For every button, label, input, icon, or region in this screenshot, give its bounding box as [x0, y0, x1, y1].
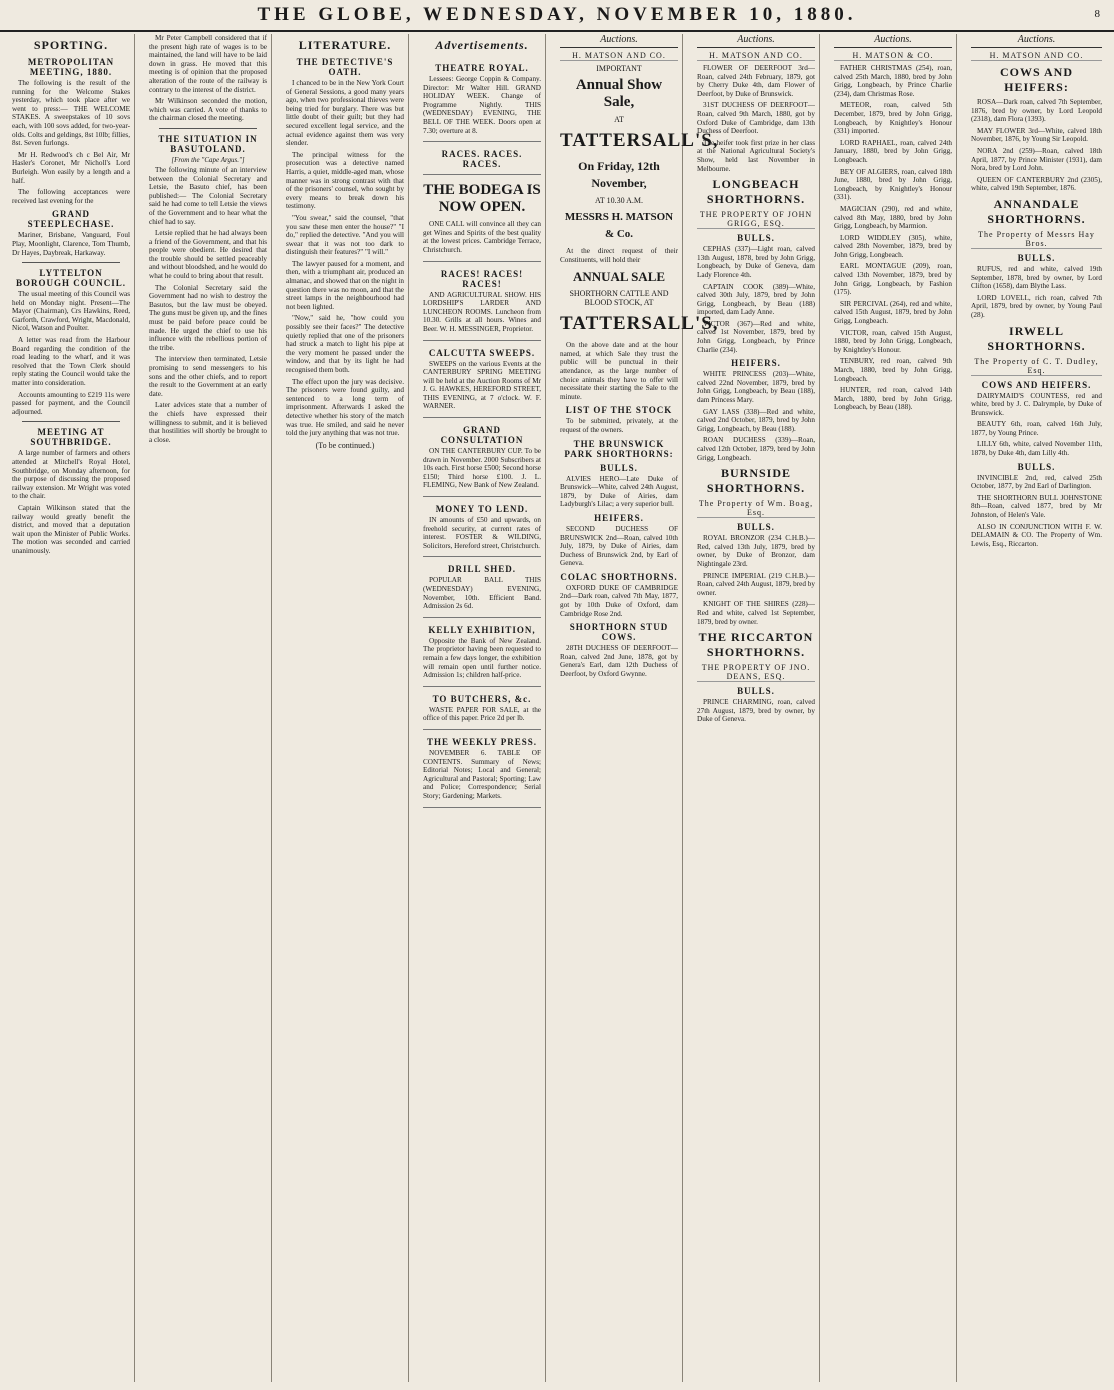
annandale-heading: ANNANDALE SHORTHORNS.: [987, 196, 1086, 226]
article-paragraph: The effect upon the jury was decisive. The prisoners were found guilty, and sentenced to a long term of imprisonment. Afterwards I asked the detective whether his story of the match was true. He smiled, and said he never told the jury anything that was not true.: [286, 377, 404, 438]
ad-grand-consultation: [423, 418, 541, 497]
heifers-heading: HEIFERS.: [594, 512, 644, 523]
lot-entry: BEAUTY 6th, roan, calved 16th July, 1877, by Young Prince.: [971, 420, 1102, 437]
divider: [159, 128, 257, 129]
lot-entry: FATHER CHRISTMAS (254), roan, calved 25th March, 1880, bred by John Grigg, Longbeach, by Prince Charlie (234), dam Christmas Rose.: [834, 64, 952, 98]
ad-races: [423, 142, 541, 175]
lot-entry: PRINCE IMPERIAL (219 C.H.B.)—Roan, calved 24th August, 1879, bred by owner.: [697, 571, 815, 597]
burnside-heading: BURNSIDE SHORTHORNS.: [706, 466, 806, 496]
article-paragraph: A large number of farmers and others attended at Mitchell's Royal Hotel, Southbridge, on Monday afternoon, for the purpose of discussing the proposed railway extension. Mr Wright was voted to the chair.: [12, 449, 130, 501]
divider: [22, 262, 120, 263]
column-header: Auctions.: [971, 34, 1102, 48]
metropolitan-meeting-heading: METROPOLITAN MEETING, 1880.: [27, 57, 115, 77]
lot-entry: TENBURY, red roan, calved 9th March, 1880, bred by John Grigg, Longbeach.: [834, 357, 952, 383]
column-header: Auctions.: [560, 34, 678, 48]
article-paragraph: Later advices state that a number of the chiefs have expressed their willingness to submit, and it is believed that hostilities will shortly be brought to a close.: [149, 401, 267, 444]
ad-title: MONEY TO LEND.: [435, 504, 529, 515]
lot-entry: MAY FLOWER 3rd—White, calved 18th November, 1876, by Young Sir Leopold.: [971, 126, 1102, 144]
ad-theatre-royal: [423, 56, 541, 142]
lot-entry: LILLY 6th, white, calved November 11th, 1878, by Duke 4th, dam Lilly 4th.: [971, 440, 1102, 458]
auctioneer-name: H. MATSON & CO.: [834, 51, 952, 61]
lot-entry: SECOND DUCHESS OF BRUNSWICK 2nd—Roan, calved 10th July, 1879, by Duke of Airies, dam Duchess of Brunswick 2nd, by Earl of Geneva.: [560, 524, 678, 568]
lot-entry: ALVIES HERO—Late Duke of Brunswick—White, calved 24th August, 1879, by Duke of Airies, dam Ladyburgh's Lilac; a very superior bull.: [560, 474, 678, 509]
lot-entry: METEOR, roan, calved 5th December, 1879, bred by John Grigg, Longbeach, by Knightley's Honour (331) imported.: [834, 101, 952, 136]
article-paragraph: The following minute of an interview between the Colonial Secretary and Letsie, the Basuto chief, has been published:— The Colonial Secretary said he had come to tell Letsie the views of the Government and to hear what the chief had to say.: [149, 165, 267, 226]
section-literature-heading: LITERATURE.: [298, 38, 392, 52]
owner-line: The Property of C. T. Dudley, Esq.: [971, 357, 1102, 376]
ad-title: TO BUTCHERS, &c.: [432, 693, 532, 704]
ad-title: RACES! RACES! RACES!: [440, 268, 524, 289]
cows-heifers-subheading: COWS AND HEIFERS.: [981, 379, 1092, 390]
ad-text: IN amounts of £50 and upwards, on freehold security, at current rates of interest. FOSTER & WILDING, Solicitors, Hereford street, Christchurch.: [423, 516, 541, 550]
bulls-heading: BULLS.: [737, 233, 775, 244]
ad-title: THEATRE ROYAL.: [435, 63, 529, 73]
ad-calcutta-sweeps: [423, 341, 541, 419]
auctioneer-name: H. MATSON AND CO.: [560, 51, 678, 61]
to-be-continued: (To be continued.): [315, 440, 375, 450]
basutoland-heading: THE SITUATION IN BASUTOLAND.: [158, 133, 258, 154]
lot-entry: CAPTAIN COOK (389)—White, calved 30th July, 1879, bred by John Grigg, Longbeach, by Beau (188) imported, dam Lady Anne.: [697, 282, 815, 317]
ad-title: RACES. RACES. RACES.: [441, 149, 523, 170]
lot-entry: ALSO IN CONJUNCTION WITH F. W. DELAMAIN & CO. The Property of Wm. Lewis, Esq., Riccarton.: [971, 522, 1102, 548]
ad-line: SHORTHORN CATTLE AND BLOOD STOCK, AT: [569, 289, 669, 308]
ad-text: Opposite the Bank of New Zealand. The proprietor having been requested to remain a few days longer, the exhibition will remain open until further notice. Admission 1s; children half-price.: [423, 636, 541, 680]
lot-entry: LORD LOVELL, rich roan, calved 7th April, 1879, bred by owner, by Young Paul (28).: [971, 293, 1102, 319]
ad-bodega: [423, 175, 541, 261]
ad-title: DRILL SHED.: [447, 564, 517, 575]
ad-text: At the direct request of their Constituents, will hold their: [560, 247, 678, 264]
lot-entry: HUNTER, red roan, calved 14th March, 1880, bred by John Grigg, Longbeach, by Beau (188).: [834, 386, 952, 412]
lot-entry: BEY OF ALGIERS, roan, calved 18th June, 1880, bred by John Grigg, Longbeach, by Knightley's Honour (331).: [834, 167, 952, 202]
irwell-heading: IRWELL SHORTHORNS.: [987, 323, 1086, 353]
lot-entry: LORD RAPHAEL, roan, calved 24th January, 1880, bred by John Grigg, Longbeach.: [834, 138, 952, 164]
ad-weekly-press: [423, 730, 541, 808]
ad-lordships-larder: [423, 262, 541, 341]
article-paragraph: The lawyer paused for a moment, and then, with a triumphant air, produced an almanac, and showed that on the night in question there was no moon, and that the street lamps in the neighbourhood had not been lighted.: [286, 259, 404, 311]
lot-entry: FLOWER OF DEERFOOT 3rd—Roan, calved 24th February, 1879, got by Cherry Duke 4th, dam Flower of Deerfoot, by Duke of Brunswick.: [697, 64, 815, 98]
ad-text: NOVEMBER 6. TABLE OF CONTENTS. Summary of News; Editorial Notes; Local and General; Agricultural and Pastoral; Sporting; Law and Police; Correspondence; Serial Story; Gardening; Markets.: [423, 748, 541, 800]
ad-title: THE BODEGA IS NOW OPEN.: [423, 182, 541, 216]
ad-text: On the above date and at the hour named, at which Sale they trust the public will be punctual in their attendance, as the large number of choice animals they have to offer will necessitate their starting the Sale to the minute.: [560, 341, 678, 401]
sale-time: AT 10.30 A.M.: [594, 196, 644, 205]
longbeach-heading: LONGBEACH SHORTHORNS.: [706, 177, 806, 207]
ad-text: AND AGRICULTURAL SHOW. HIS LORDSHIP'S LARDER AND LUNCHEON ROOMS. Luncheon from 10.30. Grills at all hours. Wines and Beer. W. H. MESSINGER, Proprietor.: [423, 290, 541, 333]
page-number: 8: [1094, 8, 1100, 20]
article-paragraph: The principal witness for the prosecution was a detective named Harris, a quiet, middle-aged man, whose manner was in strong contrast with that of the prisoners' counsel, who sought by every means to break down his testimony.: [286, 150, 404, 211]
steeplechase-heading: GRAND STEEPLECHASE.: [27, 209, 115, 230]
ad-text: ONE CALL will convince all they can get Wines and Spirits of the best quality at the lowest prices. Cambridge Terrace, Christchurch.: [423, 220, 541, 254]
ad-text: SWEEPS on the various Events at the CANTERBURY SPRING MEETING will be held at the Auction Rooms of Mr J. G. HAWKES, HEREFORD STREET, THIS EVENING, at 7 o'clock. W. F. WARNER.: [423, 359, 541, 411]
column-header: Auctions.: [834, 34, 952, 48]
lot-entry: CEPHAS (337)—Light roan, calved 13th August, 1878, bred by John Grigg, Longbeach, by Duke of Geneva, dam Lady Florence 4th.: [697, 245, 815, 279]
colac-heading: COLAC SHORTHORNS.: [560, 571, 678, 582]
column-sporting: [8, 34, 135, 1382]
owner-line: The Property of Messrs Hay Bros.: [971, 230, 1102, 249]
column-news: [145, 34, 272, 1382]
article-paragraph: Mr H. Redwood's ch c Bel Air, Mr Hasler's Coronet, Mr Nicholl's Lord Burleigh. Won easily by a length and a half.: [12, 150, 130, 185]
lot-entry: ROYAL BRONZOR (234 C.H.B.)—Red, calved 13th July, 1879, bred by owner, by Duke of Bronzor, dam Nightingale 23rd.: [697, 534, 815, 568]
article-paragraph: The usual meeting of this Council was held on Monday night. Present—The Mayor (Chairman), Crs Hawkins, Reed, Garforth, Crawford, Wright, Macdonald, Nicol, Watson and Poulter.: [12, 290, 130, 333]
cows-heifers-heading: COWS AND HEIFERS:: [999, 65, 1073, 94]
article-paragraph: I chanced to be in the New York Court of General Sessions, a good many years ago, when two professional thieves were being tried for burglary. There was but little doubt of their guilt; but they had secured excellent legal service, and the actual evidence against them was very slender.: [286, 79, 404, 148]
annual-sale-title: ANNUAL SALE: [572, 269, 666, 285]
ad-drill-shed: [423, 557, 541, 617]
lot-entry: WHITE PRINCESS (203)—White, calved 22nd November, 1879, bred by John Grigg, Longbeach, by Beau (188), dam Princess Mary.: [697, 370, 815, 405]
bulls-heading: BULLS.: [600, 462, 638, 473]
bulls-heading: BULLS.: [1017, 461, 1056, 472]
column-advertisements: [419, 34, 546, 1382]
tattersalls-title: TATTERSALL'S,: [560, 130, 719, 151]
article-paragraph: "You swear," said the counsel, "that you saw these men enter the house?" "I do," replied the detective. "And you will swear that it was not too dark to distinguish their features?" "I will.": [286, 213, 404, 257]
tattersalls-title-2: TATTERSALL'S,: [560, 313, 719, 335]
source-note: [From the "Cape Argus."]: [171, 155, 245, 164]
lot-entry: VICTOR (367)—Red and white, calved 1st November, 1879, bred by John Grigg, Longbeach, by Prince Charlie (234).: [697, 319, 815, 354]
riccarton-heading: THE RICCARTON SHORTHORNS.: [698, 630, 814, 660]
ad-text: WASTE PAPER FOR SALE, at the office of this paper. Price 2d per lb.: [423, 705, 541, 723]
lot-entry: INVINCIBLE 2nd, red, calved 25th October, 1877, by 2nd Earl of Darlington.: [971, 473, 1102, 491]
article-paragraph: Accounts amounting to £219 11s were passed for payment, and the Council adjourned.: [12, 390, 130, 416]
lot-entry: RUFUS, red and white, calved 19th September, 1878, bred by owner, by Lord Clifton (1658), dam Blythe Lass.: [971, 264, 1102, 291]
article-paragraph: A letter was read from the Harbour Board regarding the condition of the road leading to the wharf, and it was resolved that the Town Clerk should reply stating the Council would take the matter into consideration.: [12, 336, 130, 388]
lot-entry: OXFORD DUKE OF CAMBRIDGE 2nd—Dark roan, calved 7th May, 1877, got by 10th Duke of Oxford, dam Cambridge Rose 2nd.: [560, 583, 678, 618]
lot-entry: The heifer took first prize in her class at the National Agricultural Society's Show, held last November in Melbourne.: [697, 138, 815, 173]
ad-text: POPULAR BALL THIS (WEDNESDAY) EVENING, November, 10th. Efficient Band. Admission 2s 6d.: [423, 576, 541, 611]
column-literature: [282, 34, 409, 1382]
auctioneer-line: MESSRS H. MATSON & Co.: [564, 211, 674, 240]
southbridge-meeting-heading: MEETING AT SOUTHBRIDGE.: [30, 427, 112, 448]
column-auctions-1: [556, 34, 719, 1382]
lot-entry: 28TH DUCHESS OF DEERFOOT—Roan, calved 2nd June, 1878, got by Genera's Earl, dam 12th Duchess of Deerfoot, by Oxford Gwynne.: [560, 644, 678, 679]
bulls-heading: BULLS.: [737, 522, 775, 533]
article-paragraph: The interview then terminated, Letsie promising to send messengers to his sons and the other chiefs, and to report the result to the Government at an early date.: [149, 355, 267, 398]
ad-text: To be submitted, privately, at the request of the owners.: [560, 417, 678, 434]
column-auctions-3: [830, 34, 957, 1382]
lot-entry: PRINCE CHARMING, roan, calved 27th August, 1879, bred by owner, by Duke of Geneva.: [697, 698, 815, 724]
ad-kelly-exhibition: [423, 618, 541, 687]
lot-entry: THE SHORTHORN BULL JOHNSTONE 8th—Roan, calved 1877, bred by Mr Johnston, of Helen's Vale.: [971, 493, 1102, 520]
article-paragraph: "Now," said he, "how could you possibly see their faces?" The detective quietly replied that one of the prisoners had struck a match to light his pipe at the very moment he passed under the window, and that by its light he had recognised them both.: [286, 314, 404, 374]
ad-title: GRAND CONSULTATION: [440, 425, 524, 446]
masthead: [0, 0, 1114, 32]
newspaper-title: THE GLOBE, WEDNESDAY, NOVEMBER 10, 1880.: [257, 4, 857, 25]
ad-line: IMPORTANT: [596, 64, 642, 73]
ad-text: Lessees: George Coppin & Company. Director: Mr Walter Hill. GRAND HOLIDAY WEEK. Change of Programme Nightly. THIS (WEDNESDAY) EVENING, THE BELL OF THE WEEK. Doors open at 7.30; overture at 8.: [423, 75, 541, 135]
owner-line: THE PROPERTY OF JOHN GRIGG, ESQ.: [697, 210, 815, 229]
ad-title: CALCUTTA SWEEPS.: [428, 347, 536, 358]
lot-entry: GAY LASS (338)—Red and white, calved 2nd October, 1879, bred by John Grigg, Longbeach, by Beau (188).: [697, 407, 815, 433]
lot-entry: NORA 2nd (259)—Roan, calved 18th April, 1877, by Prince Minister (1931), dam Nora, bred by Lord John.: [971, 146, 1102, 173]
lot-entry: EARL MONTAGUE (209), roan, calved 13th November, 1879, bred by John Grigg, Longbeach, by Fashion (175).: [834, 262, 952, 297]
ad-line: AT: [614, 115, 624, 124]
heifers-heading: HEIFERS.: [731, 358, 781, 369]
article-paragraph: Letsie replied that he had always been a friend of the Government, and that his people were obedient. He desired that the trouble should be settled peaceably and without bloodshed, and he would do what he could to bring about that result.: [149, 229, 267, 281]
article-paragraph: Captain Wilkinson stated that the railway would greatly benefit the district, and moved that a deputation wait upon the Minister of Public Works. The motion was seconded and carried unanimously.: [12, 503, 130, 555]
ad-money-to-lend: [423, 497, 541, 557]
column-header: Auctions.: [697, 34, 815, 48]
auctioneer-name: H. MATSON AND CO.: [697, 51, 815, 61]
section-sporting-heading: SPORTING.: [33, 38, 109, 52]
brunswick-park-heading: THE BRUNSWICK PARK SHORTHORNS:: [564, 438, 674, 459]
lot-entry: ROSA—Dark roan, calved 7th September, 1876, bred by owner, by Lord Leopold (2318), dam Flora (1393).: [971, 98, 1102, 124]
detectives-oath-heading: THE DETECTIVE'S OATH.: [296, 57, 394, 77]
ad-title: KELLY EXHIBITION,: [428, 624, 536, 635]
bulls-heading: BULLS.: [737, 686, 775, 697]
divider: [22, 421, 120, 422]
stud-cows-heading: SHORTHORN STUD COWS.: [569, 622, 669, 643]
annual-show-sale-title: Annual Show Sale,: [575, 77, 663, 110]
sale-date: On Friday, 12th November,: [578, 159, 660, 190]
lot-entry: QUEEN OF CANTERBURY 2nd (2305), white, calved 19th September, 1876.: [971, 175, 1102, 193]
article-paragraph: Mariner, Brisbane, Vanguard, Foul Play, Moonlight, Clarence, Tom Thumb, Dr Hayes, Daybreak, Harkaway.: [12, 231, 130, 257]
article-paragraph: The Colonial Secretary said the Government had no wish to destroy the Basutos, but the law must be obeyed. The guns must be given up, and the fines must be paid before peace could be made. He urged the chief to use his influence with the rebellious portion of the tribe.: [149, 283, 267, 352]
lot-entry: 31ST DUCHESS OF DEERFOOT—Roan, calved 9th March, 1880, got by Oxford Duke of Cambridge, dam 13th Duchess of Deerfoot.: [697, 101, 815, 136]
lot-entry: MAGICIAN (290), red and white, calved 8th May, 1880, bred by John Grigg, Longbeach, by Marmion.: [834, 204, 952, 231]
article-paragraph: The following is the result of the running for the Welcome Stakes yesterday, which took place after we went to press:— THE WELCOME STAKES. A sweepstakes of 10 sovs each, with 100 sovs added, for two-year-olds. Colts and geldings, 8st 10lb; fillies, 8st. Seven furlongs.: [12, 79, 130, 148]
stock-list-heading: LIST OF THE STOCK: [565, 405, 673, 416]
ad-title: THE WEEKLY PRESS.: [427, 736, 537, 747]
column-auctions-2: [693, 34, 820, 1382]
lot-entry: SIR PERCIVAL (264), red and white, calved 15th August, 1879, bred by John Grigg, Longbeach.: [834, 299, 952, 326]
lot-entry: DAIRYMAID'S COUNTESS, red and white, bred by J. C. Dalrymple, by Duke of Brunswick.: [971, 391, 1102, 417]
article-paragraph: Mr Peter Campbell considered that if the present high rate of wages is to be maintained, the land will have to be laid down in grass. He moved that this meeting is of opinion that the proposed alteration of the route of the railway is contrary to the interest of the district.: [149, 34, 267, 94]
section-advertisements-heading: Advertisements.: [435, 38, 529, 52]
ad-text: ON THE CANTERBURY CUP. To be drawn in November. 2000 Subscribers at 10s each. First horse £500; Second horse £150; Third horse £100. J. L. FLEMING, New Bank of New Zealand.: [423, 447, 541, 490]
lyttelton-council-heading: LYTTELTON BOROUGH COUNCIL.: [15, 268, 126, 289]
column-auctions-4: [967, 34, 1106, 1382]
lot-entry: LORD WIDDLEY (305), white, calved 28th November, 1879, bred by John Grigg, Longbeach.: [834, 233, 952, 259]
lot-entry: ROAN DUCHESS (339)—Roan, calved 12th October, 1879, bred by John Grigg, Longbeach.: [697, 436, 815, 462]
article-paragraph: The following acceptances were received last evening for the: [12, 188, 130, 205]
lot-entry: VICTOR, roan, calved 15th August, 1880, bred by John Grigg, Longbeach, by Knightley's Honour.: [834, 328, 952, 354]
owner-line: The Property of Wm. Boag, Esq.: [698, 499, 814, 518]
owner-line: THE PROPERTY OF JNO. DEANS, ESQ.: [697, 663, 815, 682]
auctioneer-name: H. MATSON AND CO.: [971, 51, 1102, 61]
bulls-heading: BULLS.: [1017, 252, 1056, 263]
page-columns: [8, 34, 1106, 1382]
ad-butchers: [423, 687, 541, 730]
lot-entry: KNIGHT OF THE SHIRES (228)—Red and white, calved 1st September, 1879, bred by owner.: [697, 600, 815, 626]
article-paragraph: Mr Wilkinson seconded the motion, which was carried. A vote of thanks to the chairman closed the meeting.: [149, 97, 267, 123]
